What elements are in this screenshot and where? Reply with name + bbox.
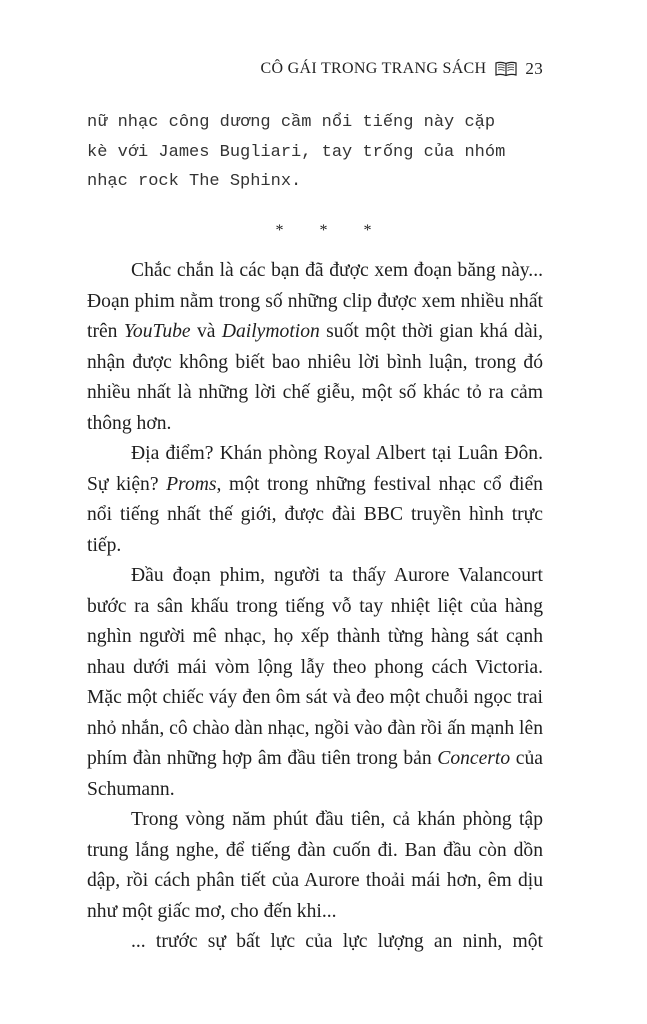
text-run: Đầu đoạn phim, người ta thấy Aurore Valancourt bước ra sân khấu trong tiếng vỗ tay nhiệt liệt của hàng nghìn người mê nhạc, họ xếp thành từng hàng sát cạnh nhau dưới mái vòm lộng lẫy theo phong cách Victoria. Mặc một chiếc váy đen ôm sát và đeo một chuỗi ngọc trai nhỏ nhắn, cô chào dàn nhạc, ngồi vào đàn rồi ấn mạnh lên phím đàn những hợp âm đầu tiên trong bản (87, 565, 543, 769)
paragraph-5 (87, 927, 543, 958)
paragraph-1 (87, 256, 543, 439)
mono-line: kè với James Bugliari, tay trống của nhóm (87, 142, 506, 162)
text-run: ... trước sự bất lực của lực lượng an ninh, một (131, 931, 543, 952)
book-title: CÔ GÁI TRONG TRANG SÁCH (260, 60, 487, 77)
monospace-quote (87, 108, 557, 197)
italic-run: Dailymotion (221, 321, 320, 342)
paragraph-4 (87, 805, 543, 927)
running-header (261, 56, 544, 82)
italic-run: Proms (166, 473, 217, 495)
text-run: Chắc chắn là các bạn đã được xem đoạn băng này... Đoạn phim nằm trong số những clip được xem nhiều nhất trên (87, 260, 543, 342)
body-text (87, 256, 543, 958)
text-run: Trong vòng năm phút đầu tiên, cả khán phòng tập trung lắng nghe, để tiếng đàn cuốn đi. Ban đầu còn dồn dập, rồi cách phân tiết của Aurore thoải mái hơn, êm dịu như một giấc mơ, cho đến khi... (87, 809, 543, 922)
paragraph-3 (87, 561, 543, 805)
italic-run: Concerto (437, 748, 511, 769)
section-separator: * * * (275, 222, 388, 239)
italic-run: YouTube (123, 321, 191, 342)
book-icon (495, 61, 517, 77)
text-run: suốt một thời gian khá dài, nhận được không biết bao nhiêu lời bình luận, trong đó nhiều nhất là những lời chế giễu, một số khác tỏ ra cảm thông hơn. (87, 321, 543, 434)
paragraph-2 (87, 439, 543, 561)
text-run: và (190, 321, 222, 342)
page-number: 23 (525, 59, 543, 78)
text-run: của Schumann. (87, 748, 543, 800)
text-run: , một trong những festival nhạc cổ điển nổi tiếng nhất thế giới, được đài BBC truyền hình trực tiếp. (87, 473, 543, 556)
mono-line: nữ nhạc công dương cầm nổi tiếng này cặp (87, 113, 496, 132)
mono-line: nhạc rock The Sphinx. (87, 172, 302, 191)
text-run: Địa điểm? Khán phòng Royal Albert tại Luân Đôn. Sự kiện? (87, 443, 543, 495)
